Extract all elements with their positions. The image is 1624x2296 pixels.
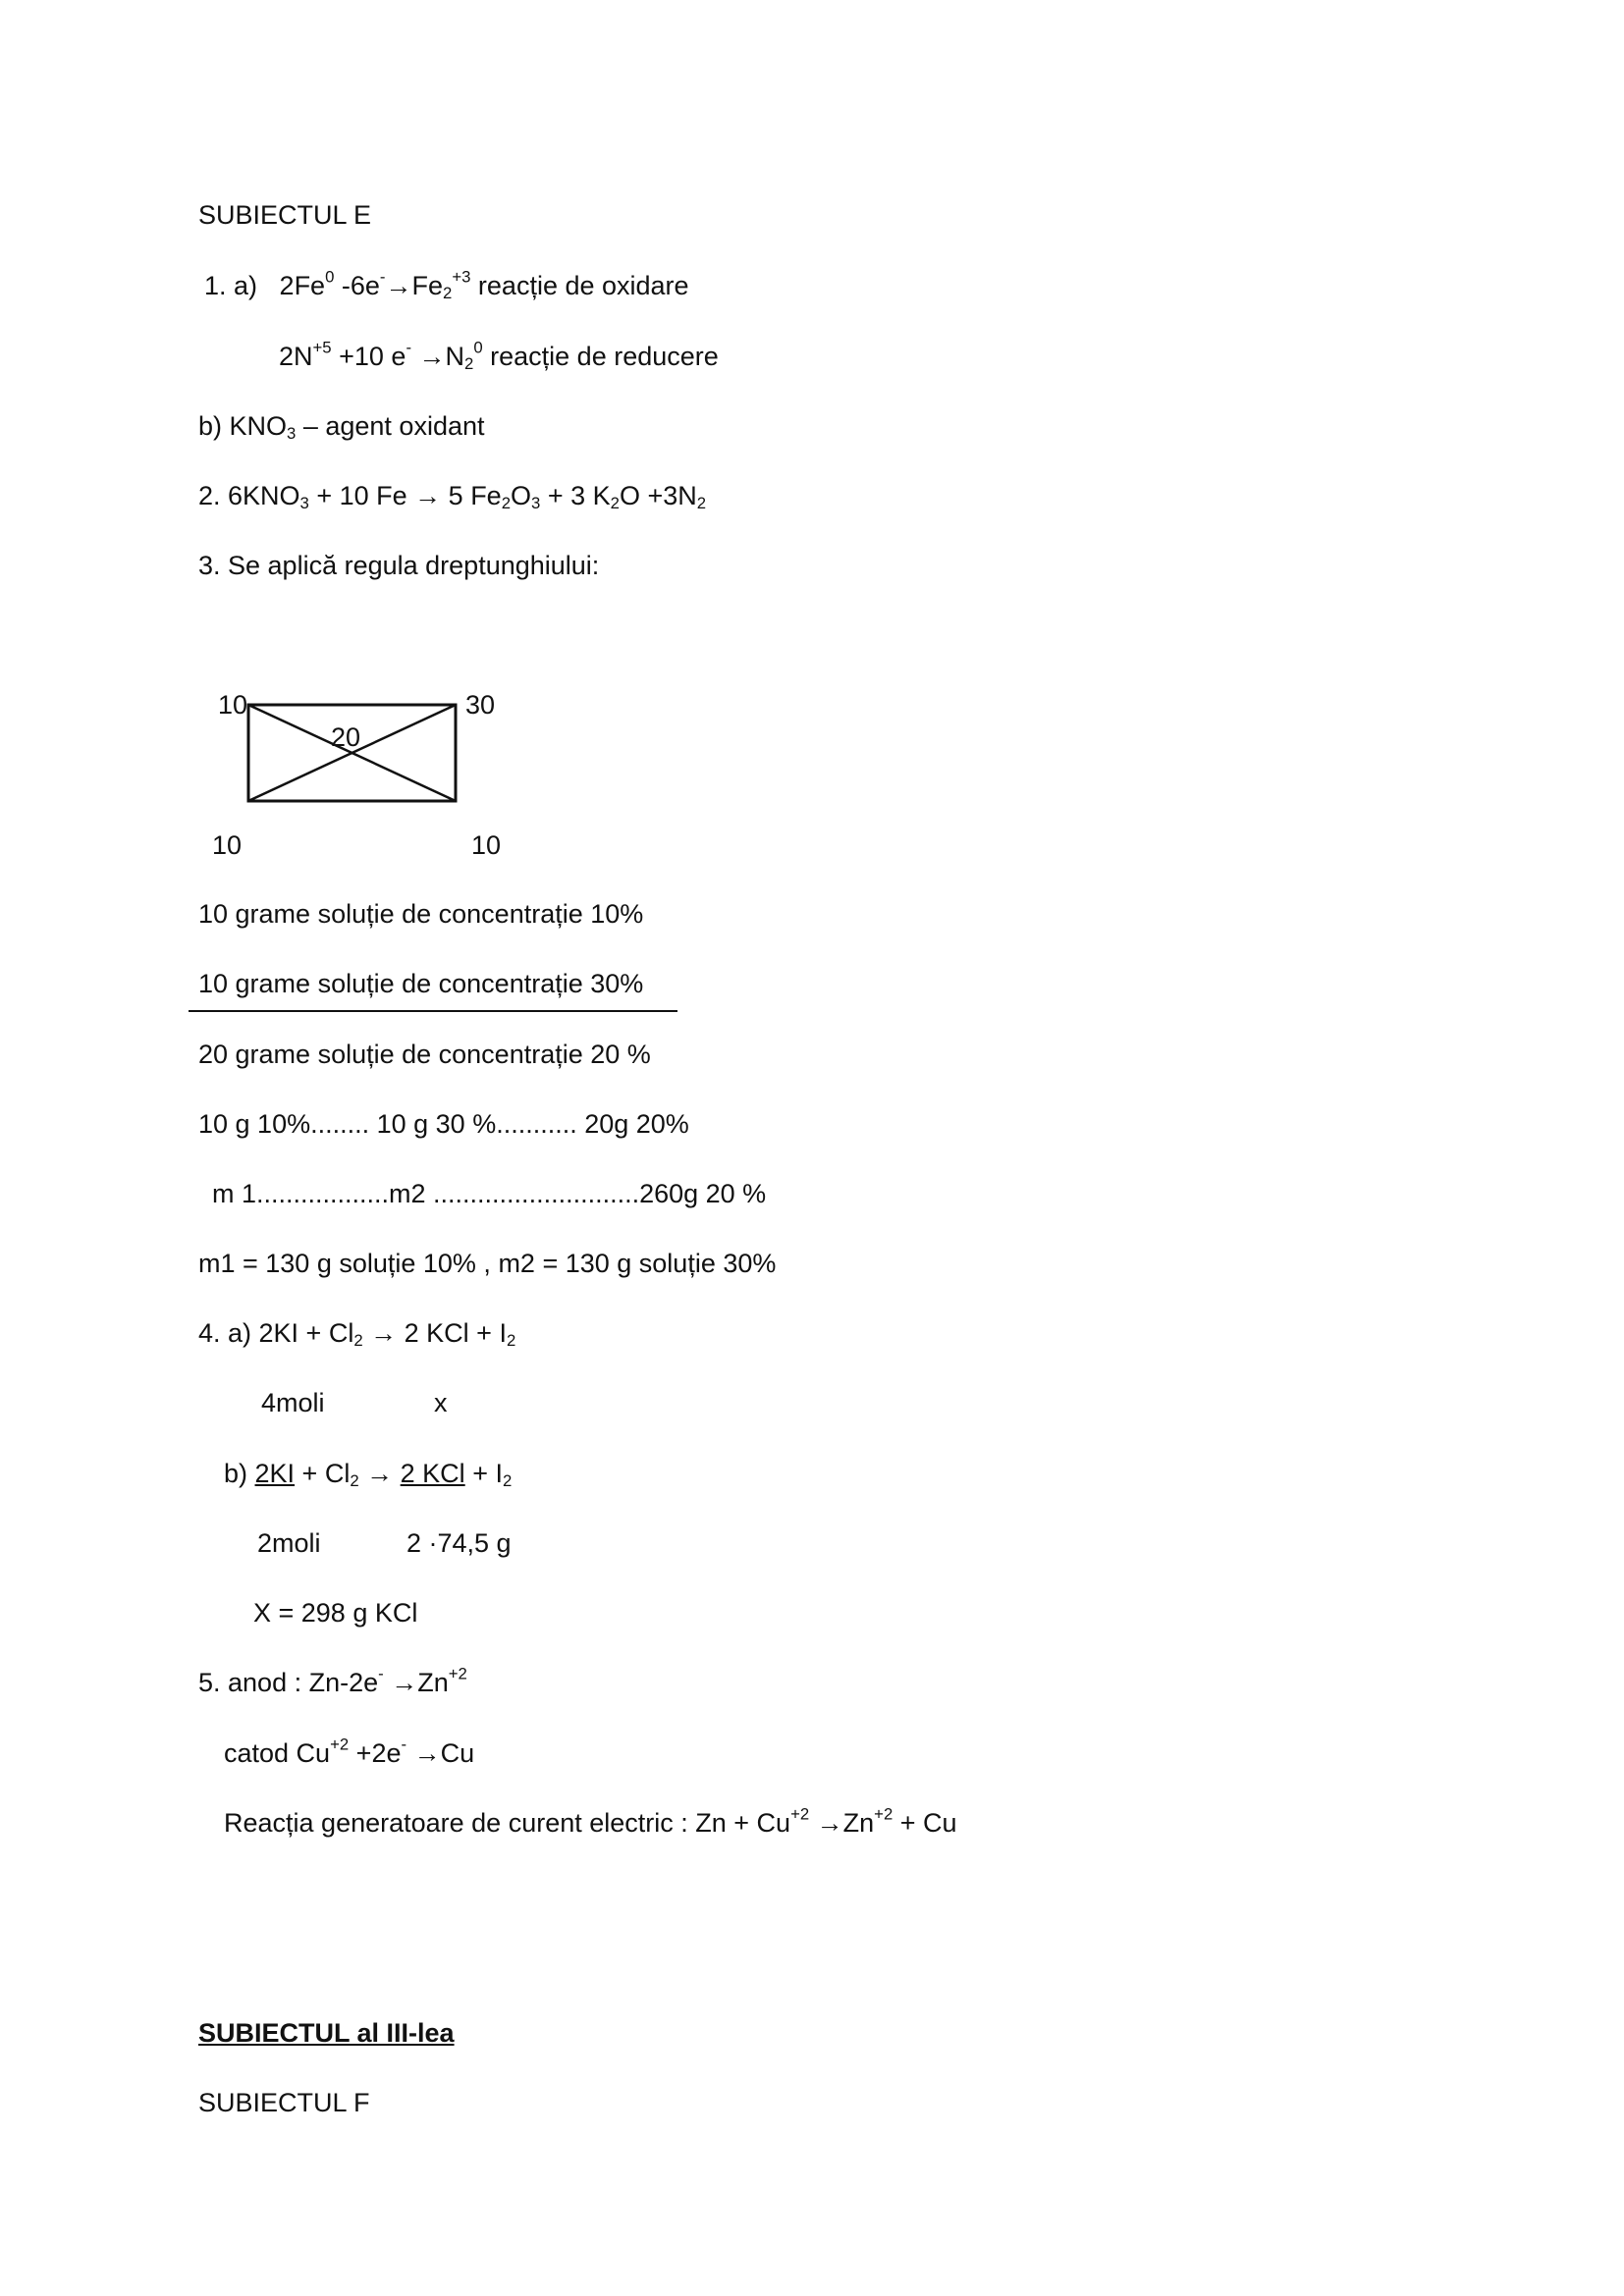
- sum-divider: [189, 1010, 677, 1012]
- heading-subiectul-e: SUBIECTUL E: [198, 200, 372, 230]
- diagram-bottom-right: 10: [471, 830, 502, 860]
- q4-b-moles: 2moli: [257, 1528, 321, 1558]
- q3-intro: 3. Se aplică regula dreptunghiului:: [198, 551, 600, 580]
- q5-anod: 5. anod : $Zn-2e^- \to Zn^{+2}$: [198, 1664, 467, 1697]
- diagram-bottom-left: 10: [212, 830, 243, 860]
- rectangle-rule-diagram: [245, 702, 463, 806]
- q5-reaction: Reacția generatoare de curent electric : $Zn + Cu^{+2} \to Zn^{+2} + Cu$: [224, 1804, 957, 1838]
- diagram-center: 20: [331, 722, 361, 752]
- q3-line4: 10 g 10%........ 10 g 30 %........... 20g 20%: [198, 1109, 689, 1139]
- diagram-top-left: 10: [218, 690, 248, 720]
- q1-prefix: 1. a): [204, 271, 258, 300]
- q4-b-mass: 2 ·74,5 g: [406, 1528, 512, 1558]
- heading-subiectul-iii: SUBIECTUL al III-lea: [198, 2018, 455, 2048]
- q3-line2: 10 grame soluție de concentrație 30%: [198, 969, 644, 998]
- q3-line6: m1 = 130 g soluție 10% , m2 = 130 g soluție 30%: [198, 1249, 777, 1278]
- q4-a-moles: 4moli: [261, 1388, 325, 1417]
- q5-catod: catod $Cu^{+2} +2e^- \to Cu$: [224, 1735, 475, 1768]
- q4-a-equation: 4. a) $2KI + Cl_2 \to 2$ KCl + $I_2$: [198, 1318, 516, 1351]
- q1-reduction-line: $2N^{+5} +10$ $e^- \to N_2^0$ reacție de reducere: [279, 338, 719, 374]
- q4-b-equation: b) $2KI + Cl_2 \to 2$ KCl + $I_2$: [224, 1459, 513, 1491]
- heading-subiectul-f: SUBIECTUL F: [198, 2088, 370, 2117]
- q4-a-x: x: [434, 1388, 448, 1417]
- q3-line1: 10 grame soluție de concentrație 10%: [198, 899, 644, 929]
- diagram-top-right: 30: [465, 690, 496, 720]
- q1-b-line: b) $KNO_3$ – agent oxidant: [198, 411, 485, 444]
- q3-line3: 20 grame soluție de concentrație 20 %: [198, 1040, 651, 1069]
- q4-result: X = 298 g KCl: [253, 1598, 418, 1628]
- q1-oxidation-line: 1. a) 2Fe$^0$ $-6e^-\to Fe_2^{+3}$ reacție de oxidare: [204, 267, 689, 303]
- q3-line5: m 1..................m2 ............................260g 20 %: [212, 1179, 767, 1208]
- q2-equation: 2. $6KNO_3 + 10$ Fe → 5 $Fe_2O_3 + 3$ $K_2O +3N_2$: [198, 481, 707, 513]
